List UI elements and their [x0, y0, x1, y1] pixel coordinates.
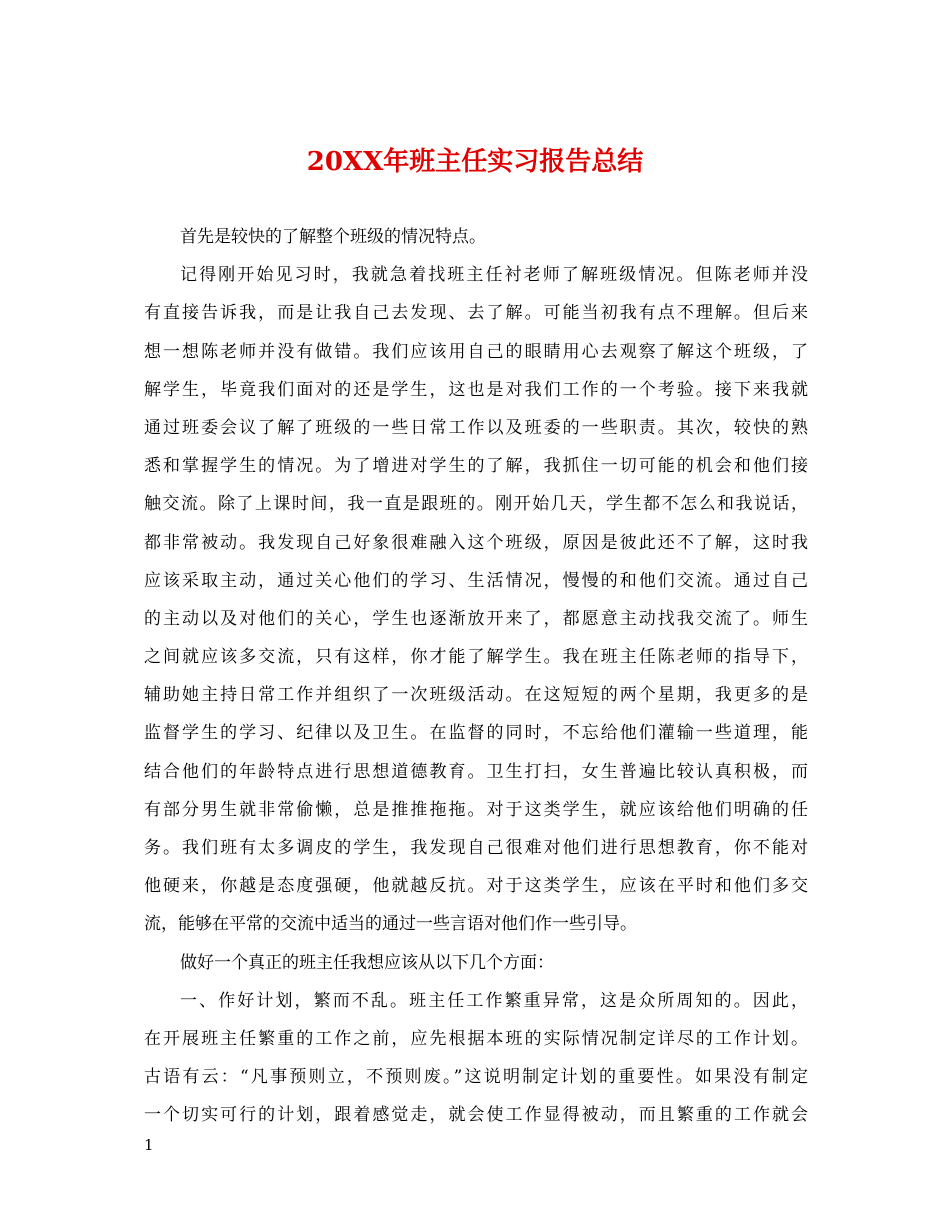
body-text-line: 一、作好计划，繁而不乱。班主任工作繁重异常，这是众所周知的。因此，: [180, 990, 808, 1011]
body-text-line: 有直接告诉我，而是让我自己去发现、去了解。可能当初我有点不理解。但后来: [144, 303, 808, 324]
body-text-line: 务。我们班有太多调皮的学生，我发现自己很难对他们进行思想教育，你不能对: [144, 838, 808, 858]
body-text-line: 监督学生的学习、纪律以及卫生。在监督的同时，不忘给他们灌输一些道理，能: [144, 723, 808, 744]
body-text-line: 的主动以及对他们的关心，学生也逐渐放开来了，都愿意主动找我交流了。师生: [144, 608, 808, 629]
body-text-line: 之间就应该多交流，只有这样，你才能了解学生。我在班主任陈老师的指导下，: [144, 647, 808, 668]
body-text-line: 记得刚开始见习时，我就急着找班主任衬老师了解班级情况。但陈老师并没: [180, 265, 808, 286]
body-text-line: 他硬来，你越是态度强硬，他就越反抗。对于这类学生，应该在平时和他们多交: [144, 876, 808, 897]
body-text-line: 一个切实可行的计划，跟着感觉走，就会使工作显得被动，而且繁重的工作就会: [144, 1105, 808, 1126]
document-body: [144, 218, 808, 1135]
body-text-line: 在开展班主任繁重的工作之前，应先根据本班的实际情况制定详尽的工作计划。: [144, 1028, 808, 1049]
body-text-line: 都非常被动。我发现自己好象很难融入这个班级，原因是彼此还不了解，这时我: [144, 532, 808, 553]
body-text-line: 首先是较快的了解整个班级的情况特点。: [180, 227, 486, 247]
body-text-line: 想一想陈老师并没有做错。我们应该用自己的眼睛用心去观察了解这个班级，了: [144, 341, 808, 362]
body-text-line: 辅助她主持日常工作并组织了一次班级活动。在这短短的两个星期，我更多的是: [144, 685, 808, 706]
page-number: 1: [144, 1136, 154, 1154]
body-text-line: 触交流。除了上课时间，我一直是跟班的。刚开始几天，学生都不怎么和我说话，: [144, 494, 808, 515]
body-text-line: 结合他们的年龄特点进行思想道德教育。卫生打扫，女生普遍比较认真积极，而: [144, 761, 808, 782]
body-text-line: 解学生，毕竟我们面对的还是学生，这也是对我们工作的一个考验。接下来我就: [144, 379, 808, 400]
body-text-line: 应该采取主动，通过关心他们的学习、生活情况，慢慢的和他们交流。通过自己: [144, 570, 808, 591]
document-title: 20XX年班主任实习报告总结: [306, 147, 644, 177]
body-text-line: 流，能够在平常的交流中适当的通过一些言语对他们作一些引导。: [144, 914, 637, 935]
body-text-line: 通过班委会议了解了班级的一些日常工作以及班委的一些职责。其次，较快的熟: [144, 417, 808, 438]
body-text-line: 有部分男生就非常偷懒，总是推推拖拖。对于这类学生，就应该给他们明确的任: [144, 799, 808, 820]
body-text-line: 做好一个真正的班主任我想应该从以下几个方面：: [180, 952, 554, 973]
body-text-line: 悉和掌握学生的情况。为了增进对学生的了解，我抓住一切可能的机会和他们接: [144, 456, 808, 477]
body-text-line: 古语有云：“凡事预则立，不预则废。”这说明制定计划的重要性。如果没有制定: [144, 1067, 808, 1088]
